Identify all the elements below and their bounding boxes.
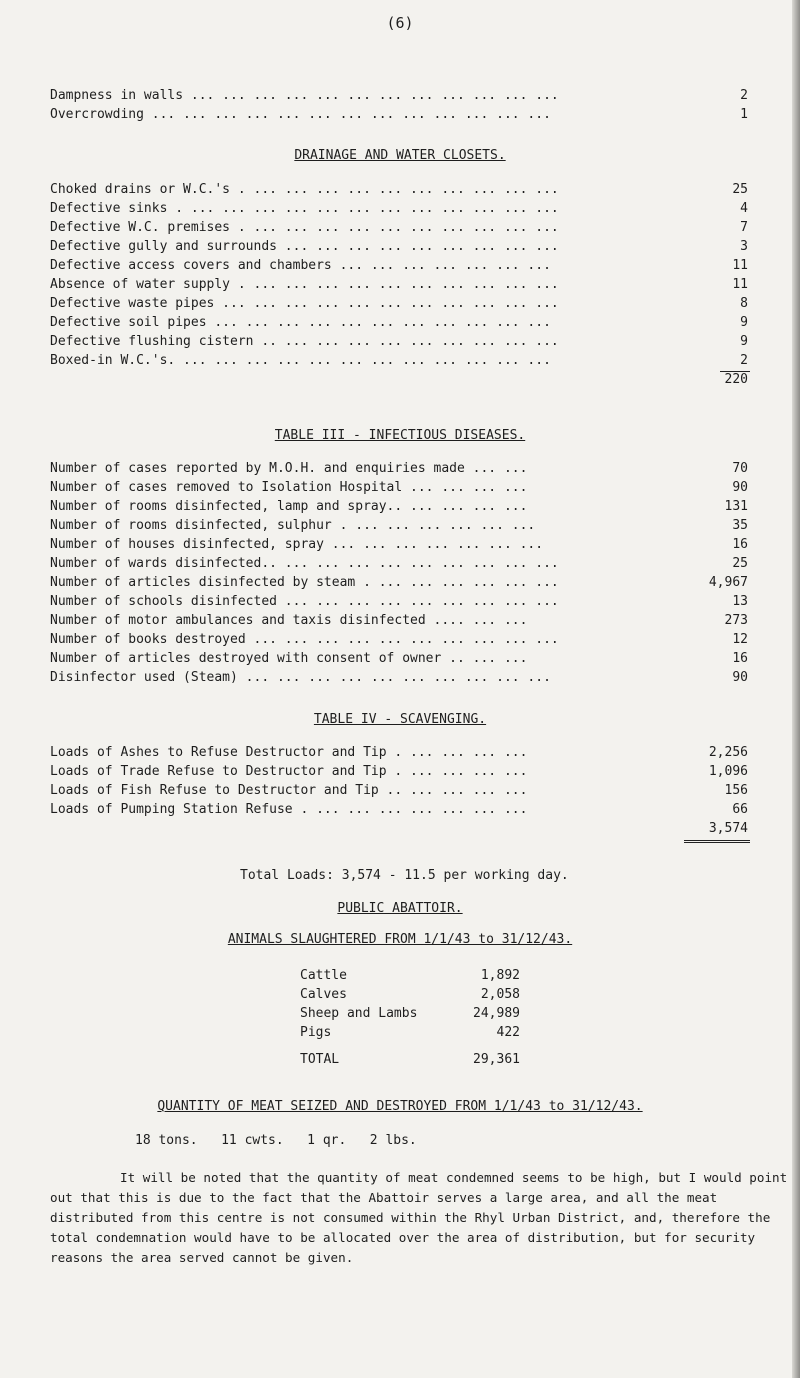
table-row: Disinfector used (Steam) ... ... ... ... ... ... ... ... ... ... 90 xyxy=(50,670,748,685)
double-rule xyxy=(684,840,750,843)
table-row: Number of schools disinfected ... ... ... ... ... ... ... ... ... 13 xyxy=(50,594,748,609)
table-row: Defective gully and surrounds ... ... ... ... ... ... ... ... ... 3 xyxy=(50,239,748,254)
meat-quantity: 18 tons. 11 cwts. 1 qr. 2 lbs. xyxy=(135,1133,417,1148)
table-row: Defective sinks . ... ... ... ... ... ... ... ... ... ... ... ... 4 xyxy=(50,201,748,216)
table-row: Loads of Ashes to Refuse Destructor and Tip . ... ... ... ... 2,256 xyxy=(50,745,748,760)
section-heading: QUANTITY OF MEAT SEIZED AND DESTROYED FROM 1/1/43 to 31/12/43. xyxy=(157,1099,643,1114)
table-row: Sheep and Lambs 24,989 xyxy=(300,1006,520,1021)
scavenging-table xyxy=(0,743,800,838)
table-ii-tail xyxy=(0,86,800,124)
meat-section xyxy=(0,1097,800,1116)
total-loads: Total Loads: 3,574 - 11.5 per working day. xyxy=(240,868,569,883)
table-row: Loads of Fish Refuse to Destructor and Tip .. ... ... ... ... 156 xyxy=(50,783,748,798)
table-row: Loads of Pumping Station Refuse . ... ... ... ... ... ... ... 66 xyxy=(50,802,748,817)
table-row: Number of rooms disinfected, lamp and spray.. ... ... ... ... 131 xyxy=(50,499,748,514)
section-heading: TABLE IV - SCAVENGING. xyxy=(313,712,487,727)
table-row: Overcrowding ... ... ... ... ... ... ... ... ... ... ... ... ... 1 xyxy=(50,107,748,122)
table-row: Pigs 422 xyxy=(300,1025,520,1040)
table-row: Number of cases removed to Isolation Hospital ... ... ... ... 90 xyxy=(50,480,748,495)
table-row: Number of houses disinfected, spray ... ... ... ... ... ... ... 16 xyxy=(50,537,748,552)
table-row: Number of books destroyed ... ... ... ... ... ... ... ... ... ... 12 xyxy=(50,632,748,647)
table-row: Defective W.C. premises . ... ... ... ... ... ... ... ... ... ... 7 xyxy=(50,220,748,235)
drainage-table xyxy=(0,180,800,389)
infectious-diseases-table xyxy=(0,459,800,687)
abattoir-subheading: ANIMALS SLAUGHTERED FROM 1/1/43 to 31/12/43. xyxy=(227,932,573,947)
table-iii-section xyxy=(0,426,800,445)
table-row: Cattle 1,892 xyxy=(300,968,520,983)
table-iv-section xyxy=(0,710,800,729)
table-row: Number of articles destroyed with consent of owner .. ... ... 16 xyxy=(50,651,748,666)
table-row: Number of cases reported by M.O.H. and enquiries made ... ... 70 xyxy=(50,461,748,476)
table-row: Number of motor ambulances and taxis disinfected .... ... ... 273 xyxy=(50,613,748,628)
table-row: Defective access covers and chambers ... ... ... ... ... ... ... 11 xyxy=(50,258,748,273)
section-heading: TABLE III - INFECTIOUS DISEASES. xyxy=(274,428,526,443)
table-row: Dampness in walls ... ... ... ... ... ... ... ... ... ... ... ... 2 xyxy=(50,88,748,103)
table-row: Choked drains or W.C.'s . ... ... ... ... ... ... ... ... ... ... 25 xyxy=(50,182,748,197)
table-total-row: 220 xyxy=(724,372,748,387)
meat-paragraph: It will be noted that the quantity of meat condemned seems to be high, but I would point out that this is due to the fact that the Abattoir serves a large area, and all the meat distributed from this centre is not consumed within the Rhyl Urban District, and, therefore the total condemnation would have to be allocated over the area of distribution, but for security reasons the area served cannot be given. xyxy=(50,1170,788,1265)
page-number: (6) xyxy=(386,14,414,32)
table-total-row: TOTAL 29,361 xyxy=(300,1052,520,1067)
table-row: Number of articles disinfected by steam . ... ... ... ... ... ... 4,967 xyxy=(50,575,748,590)
abattoir-section xyxy=(0,899,800,918)
table-row: Defective soil pipes ... ... ... ... ... ... ... ... ... ... ... 9 xyxy=(50,315,748,330)
table-row: Loads of Trade Refuse to Destructor and Tip . ... ... ... ... 1,096 xyxy=(50,764,748,779)
table-row: Number of rooms disinfected, sulphur . ... ... ... ... ... ... 35 xyxy=(50,518,748,533)
table-row: Absence of water supply . ... ... ... ... ... ... ... ... ... ... 11 xyxy=(50,277,748,292)
section-heading: PUBLIC ABATTOIR. xyxy=(337,901,463,916)
animals-table xyxy=(300,966,560,1069)
table-row: Defective waste pipes ... ... ... ... ... ... ... ... ... ... ... 8 xyxy=(50,296,748,311)
section-heading: DRAINAGE AND WATER CLOSETS. xyxy=(294,148,506,163)
table-row: Calves 2,058 xyxy=(300,987,520,1002)
table-row: Defective flushing cistern .. ... ... ... ... ... ... ... ... ... 9 xyxy=(50,334,748,349)
table-row: Number of wards disinfected.. ... ... ... ... ... ... ... ... ... 25 xyxy=(50,556,748,571)
drainage-section xyxy=(0,146,800,165)
table-row: Boxed-in W.C.'s. ... ... ... ... ... ... ... ... ... ... ... ... 2 xyxy=(50,353,748,368)
table-total-row: 3,574 xyxy=(708,821,748,836)
